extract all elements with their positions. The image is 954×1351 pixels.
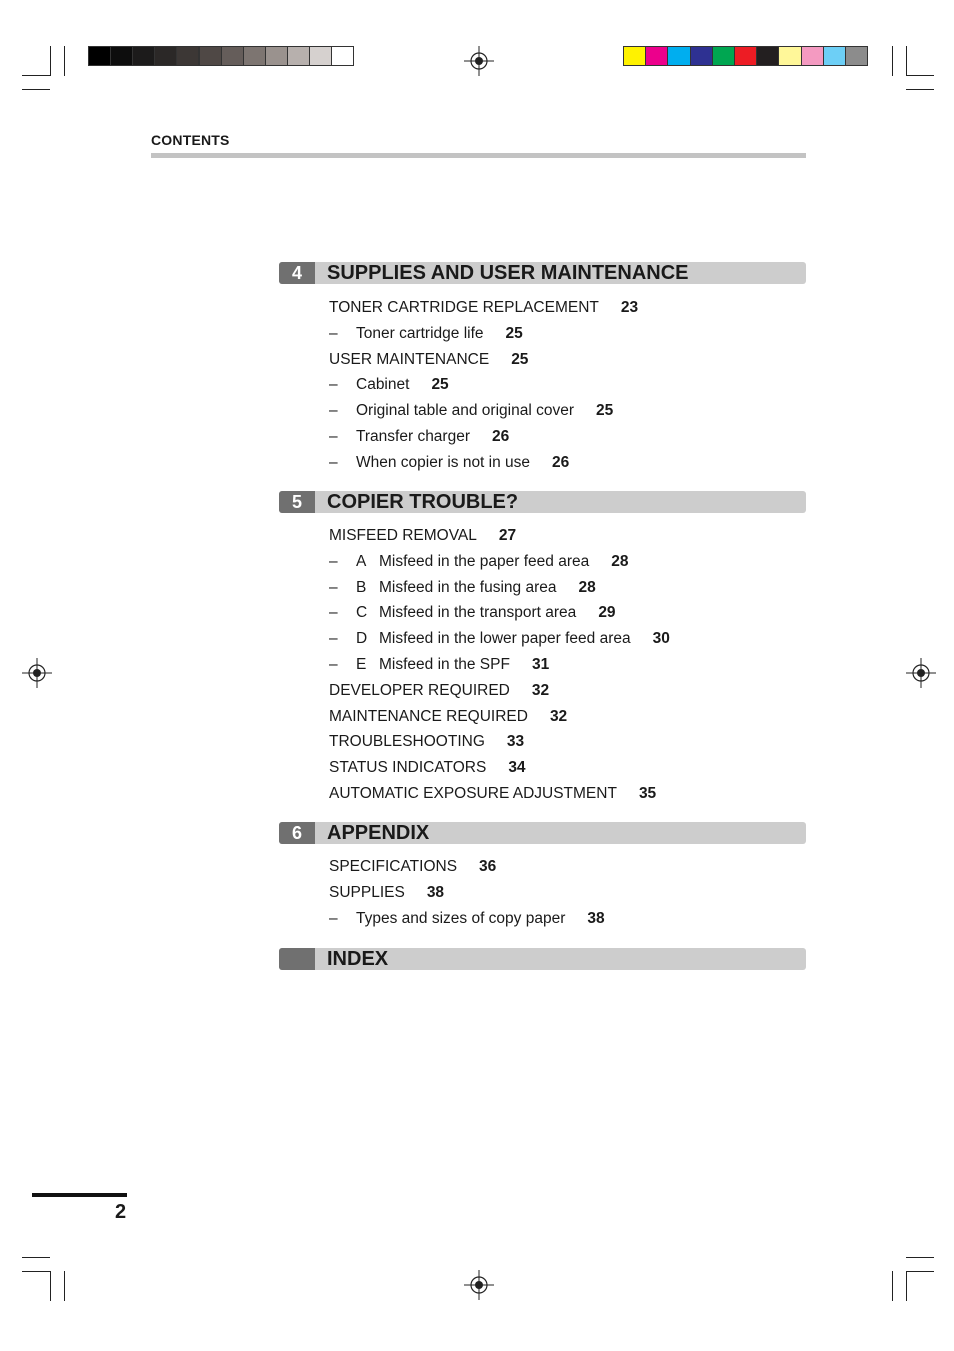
entry-page-number: 23 (620, 299, 639, 316)
entry-dash: – (329, 604, 338, 622)
page-number: 2 (115, 1201, 127, 1223)
entry-dash: – (329, 630, 338, 648)
entry-letter: E (356, 656, 367, 673)
gray-swatch (221, 46, 244, 66)
entry-page-number: 33 (506, 733, 525, 751)
entry-text: SPECIFICATIONS (329, 858, 458, 875)
entry-letter: D (356, 630, 368, 648)
entry-page-number: 38 (426, 883, 445, 901)
gray-swatch (132, 46, 155, 66)
entry-page-number: 26 (552, 453, 570, 471)
toc-entry[interactable] (329, 733, 524, 751)
toc-entry[interactable] (329, 858, 496, 876)
color-swatch (645, 46, 668, 66)
entry-dash: – (329, 578, 338, 596)
toc-entry[interactable] (329, 325, 523, 343)
entry-text: Misfeed in the fusing area (379, 578, 557, 596)
entry-text: MAINTENANCE REQUIRED (329, 707, 528, 725)
entry-page-number: 29 (598, 604, 616, 622)
entry-text: Toner cartridge life (356, 324, 484, 342)
gray-swatch (199, 46, 222, 66)
section-heading-bar (279, 948, 806, 970)
color-swatch (756, 46, 779, 66)
registration-mark-icon (464, 1270, 494, 1300)
entry-dash: – (329, 428, 338, 445)
section-number-badge: 4 (279, 262, 315, 284)
entry-text: Misfeed in the paper feed area (379, 552, 590, 570)
entry-page-number: 31 (531, 656, 550, 673)
entry-letter: B (356, 578, 367, 596)
entry-page-number: 25 (431, 376, 449, 394)
entry-page-number: 26 (492, 428, 510, 445)
gray-swatch (88, 46, 111, 66)
toc-entry[interactable] (329, 299, 638, 317)
entry-text: MISFEED REMOVAL (329, 527, 477, 544)
section-number-badge (279, 948, 315, 970)
color-swatch (801, 46, 824, 66)
toc-entry[interactable] (329, 376, 449, 394)
entry-dash: – (329, 376, 338, 394)
entry-text: Cabinet (356, 376, 410, 394)
entry-page-number: 36 (479, 858, 497, 875)
entry-text: TONER CARTRIDGE REPLACEMENT (329, 299, 599, 316)
color-swatch (690, 46, 713, 66)
gray-swatch (265, 46, 288, 66)
entry-dash: – (329, 453, 338, 471)
entry-page-number: 35 (638, 785, 657, 802)
gray-swatch (309, 46, 332, 66)
toc-entry[interactable] (329, 910, 605, 928)
page-header-label: CONTENTS (151, 132, 230, 148)
entry-page-number: 25 (595, 402, 614, 420)
entry-page-number: 25 (511, 350, 529, 368)
toc-entry[interactable] (329, 759, 526, 777)
toc-entry[interactable] (329, 630, 670, 648)
section-heading-bar (279, 491, 806, 513)
gray-swatch (110, 46, 133, 66)
toc-entry[interactable] (329, 604, 616, 622)
entry-dash: – (329, 552, 338, 570)
entry-dash: – (329, 909, 338, 927)
entry-dash: – (329, 656, 338, 673)
entry-letter: A (356, 552, 367, 570)
entry-text: SUPPLIES (329, 883, 405, 901)
entry-text: Misfeed in the SPF (379, 656, 510, 673)
section-number-badge: 6 (279, 822, 315, 844)
entry-text: AUTOMATIC EXPOSURE ADJUSTMENT (329, 785, 617, 802)
entry-page-number: 27 (498, 527, 517, 544)
gray-swatch (331, 46, 354, 66)
entry-text: Transfer charger (356, 428, 470, 445)
color-swatch (712, 46, 735, 66)
toc-entry[interactable] (329, 884, 444, 902)
entry-page-number: 32 (549, 707, 568, 725)
color-swatch (623, 46, 646, 66)
entry-page-number: 28 (611, 552, 629, 570)
entry-text: Original table and original cover (356, 402, 574, 420)
section-heading-bar (279, 822, 806, 844)
entry-page-number: 34 (508, 759, 526, 777)
color-swatch (823, 46, 846, 66)
toc-entry[interactable] (329, 402, 613, 420)
section-title: COPIER TROUBLE? (327, 491, 519, 513)
toc-entry[interactable] (329, 527, 516, 545)
toc-entry[interactable] (329, 708, 567, 726)
entry-text: Misfeed in the transport area (379, 604, 577, 622)
color-swatch (778, 46, 801, 66)
section-number-badge: 5 (279, 491, 315, 513)
registration-mark-icon (906, 658, 936, 688)
gray-swatch (287, 46, 310, 66)
color-swatch (667, 46, 690, 66)
entry-page-number: 38 (587, 909, 605, 927)
toc-entry[interactable] (329, 656, 549, 674)
registration-mark-icon (464, 46, 494, 76)
toc-entry[interactable] (329, 428, 509, 446)
toc-entry[interactable] (329, 682, 549, 700)
color-swatch (734, 46, 757, 66)
entry-page-number: 28 (578, 578, 596, 596)
toc-entry[interactable] (329, 351, 528, 369)
toc-entry[interactable] (329, 579, 596, 597)
entry-text: USER MAINTENANCE (329, 350, 490, 368)
entry-text: Types and sizes of copy paper (356, 909, 566, 927)
section-title: APPENDIX (327, 822, 430, 844)
color-swatch (845, 46, 868, 66)
entry-dash: – (329, 402, 338, 420)
section-title: INDEX (327, 948, 389, 970)
registration-mark-icon (22, 658, 52, 688)
gray-swatch (154, 46, 177, 66)
entry-text: TROUBLESHOOTING (329, 733, 485, 751)
footer-rule (32, 1193, 127, 1197)
gray-swatch (243, 46, 266, 66)
gray-swatch (176, 46, 199, 66)
section-heading-bar (279, 262, 806, 284)
entry-text: STATUS INDICATORS (329, 759, 487, 777)
entry-page-number: 25 (505, 324, 523, 342)
entry-page-number: 30 (652, 630, 670, 648)
toc-entry[interactable] (329, 785, 656, 803)
header-rule (151, 153, 806, 158)
entry-letter: C (356, 604, 368, 622)
entry-text: Misfeed in the lower paper feed area (379, 630, 631, 648)
section-title: SUPPLIES AND USER MAINTENANCE (327, 262, 689, 284)
toc-entry[interactable] (329, 454, 569, 472)
entry-page-number: 32 (531, 681, 550, 699)
entry-dash: – (329, 324, 338, 342)
entry-text: DEVELOPER REQUIRED (329, 681, 510, 699)
toc-entry[interactable] (329, 553, 629, 571)
entry-text: When copier is not in use (356, 453, 531, 471)
